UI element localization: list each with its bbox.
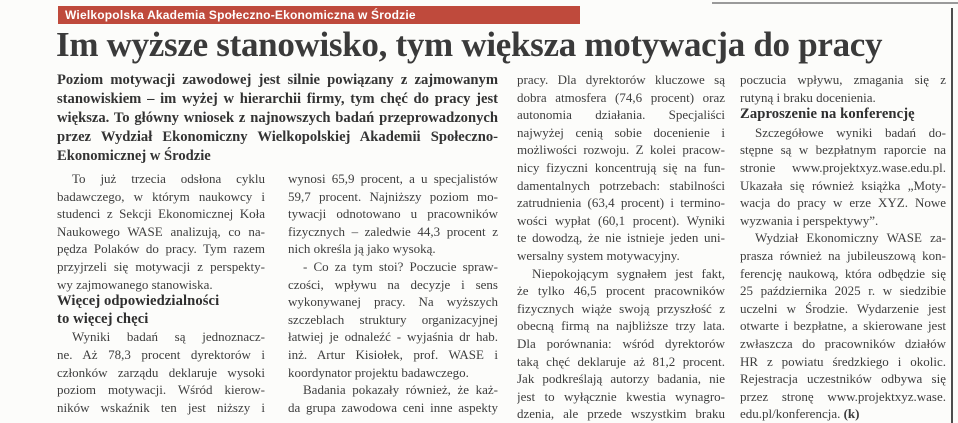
- body-line: ników wskaźnik ten jest niższy i: [57, 399, 265, 415]
- body-line: najwyżej cenią sobie docenienie i: [517, 124, 725, 140]
- body-line: taką chęć deklaruje aż 81,2 procent.: [517, 353, 725, 369]
- article-column-4: [740, 71, 946, 423]
- body-line: stanowiskiem – im wyżej w hierarchii firmy, tym chęć do pracy jest: [57, 91, 498, 107]
- body-line: wynosi 65,9 procent, a u specjalistów: [288, 171, 498, 186]
- body-line: tywacji odnotowano u pracowników: [288, 206, 498, 222]
- body-line: pędza Polaków do pracy. Tym razem: [57, 241, 265, 257]
- body-line: dzenia, ale przede wszystkim braku: [517, 406, 725, 422]
- body-line: autonomia działania. Specjaliści: [517, 107, 725, 123]
- page-edge-rule-right: [951, 8, 953, 423]
- body-line: pracy. Dla dyrektorów kluczowe są: [517, 72, 725, 87]
- body-line: wyzwania i perspektywy”.: [740, 212, 879, 228]
- body-line: Naukowego WASE analizują, co na-: [57, 223, 265, 239]
- body-line: - Co za tym stoi? Poczucie spraw-: [303, 258, 498, 274]
- body-line: wersalny system motywacyjny.: [517, 247, 680, 263]
- body-line: Niepokojącym sygnałem jest fakt,: [532, 265, 725, 281]
- body-line: te dowodzą, że nie istnieje jeden uni-: [517, 230, 725, 246]
- body-line: prasza również na jubileuszową kon-: [740, 247, 946, 263]
- body-line: przez Wydział Ekonomiczny Wielkopolskiej Akademii Społeczno-: [57, 129, 498, 145]
- body-line: nicy fizyczni koncentrują się na fun-: [517, 159, 725, 175]
- body-line: wości wypłat (60,1 procent). Wyniki: [517, 212, 725, 228]
- body-line: stępne są w bezpłatnym raporcie na: [740, 142, 946, 158]
- body-line: da grupa zawodowa ceni inne aspekty: [288, 399, 498, 415]
- body-line: szczeblach struktury organizacyjnej: [288, 311, 498, 327]
- page-edge-rule-top: [712, 2, 958, 4]
- body-line: fizycznych wiąże swoją przyszłość z: [517, 300, 725, 316]
- body-line: fizycznych – zaledwie 44,3 procent z: [288, 223, 498, 239]
- body-line: większa. To główny wniosek z najnowszych badań przeprowadzonych: [57, 110, 498, 126]
- body-line: Ukazała się również książka „Moty-: [740, 177, 946, 193]
- body-line: koordynator projektu badawczego.: [288, 364, 469, 380]
- body-line: Dla porównania: wśród dyrektorów: [517, 335, 725, 351]
- body-line: stronie www.projektxyz.wase.edu.pl.: [740, 159, 946, 175]
- headline: Im wyższe stanowisko, tym większa motywacja do pracy: [56, 25, 883, 64]
- subheading-line: Zaproszenie na konferencję: [740, 106, 915, 123]
- body-line: ne. Aż 78,3 procent dyrektorów i: [57, 346, 265, 362]
- body-line: Badania pokazały również, że każ-: [303, 382, 498, 398]
- body-line: nich określa ją jako wysoką.: [288, 241, 436, 257]
- lead-paragraph: [57, 71, 498, 166]
- body-line: uczelni w Środzie. Wydarzenie jest: [740, 300, 946, 316]
- subheading-line: Więcej odpowiedzialności: [57, 293, 220, 310]
- body-line: 59,7 procent. Najniższy poziom mo-: [288, 188, 498, 204]
- body-line: poczucia wpływu, zmagania się z: [740, 72, 946, 87]
- body-line: edu.pl/konferencja. (k): [740, 406, 860, 422]
- body-line: otwarte i bezpłatne, a skierowane jest: [740, 318, 946, 334]
- body-line: HR z powiatu średzkiego i okolic.: [740, 353, 946, 369]
- body-line: ferencję naukową, która odbędzie się: [740, 265, 946, 281]
- article-column-3: [517, 71, 725, 423]
- body-line: Wydział Ekonomiczny WASE za-: [755, 230, 946, 246]
- body-line: 25 października 2025 r. w siedzibie: [740, 283, 946, 299]
- body-line: obecną firmą na najbliższe trzy lata.: [517, 318, 725, 334]
- body-line: badawczego, w którym naukowcy i: [57, 188, 265, 204]
- body-line: wacja do pracy w erze XYZ. Nowe: [740, 195, 946, 211]
- body-line: że tylko 46,5 procent pracowników: [517, 283, 725, 299]
- body-line: Ekonomicznej w Środzie: [57, 148, 211, 164]
- body-line: Poziom motywacji zawodowej jest silnie powiązany z zajmowanym: [57, 72, 498, 88]
- body-line: studenci z Sekcji Ekonomicznej Koła: [57, 206, 265, 222]
- body-line: zwłaszcza do pracowników działów: [740, 335, 946, 351]
- body-line: wykonywanej pracy. Na wyższych: [288, 294, 498, 310]
- body-line: czości, wpływu na decyzje i sens: [288, 276, 498, 292]
- body-line: Jak podkreślają autorzy badania, nie: [517, 371, 725, 387]
- body-line: inż. Artur Kisiołek, prof. WASE i: [288, 346, 498, 362]
- body-line: damentalnych potrzebach: stabilności: [517, 177, 725, 193]
- body-line: rutyną i braku docenienia.: [740, 89, 876, 105]
- body-line: przyjrzeli się motywacji z perspekty-: [57, 258, 265, 274]
- article-column-2: [288, 170, 498, 416]
- body-line: Wyniki badań są jednoznacz-: [72, 329, 265, 345]
- body-line: To już trzecia odsłona cyklu: [72, 171, 265, 186]
- body-line: łatwiej je odnaleźć - wyjaśnia dr hab.: [288, 329, 498, 345]
- section-banner: [58, 6, 580, 24]
- body-line: jest to wyłącznie kwestia wynagro-: [517, 388, 725, 404]
- body-line: wy zajmowanego stanowiska.: [57, 276, 213, 292]
- body-line: dobra atmosfera (74,6 procent) oraz: [517, 89, 725, 105]
- body-line: przez stronę www.projektxyz.wase.: [740, 388, 946, 404]
- article-column-1: [57, 170, 265, 416]
- subheading-line: to więcej chęci: [57, 310, 149, 327]
- section-banner-text: Wielkopolska Akademia Społeczno-Ekonomiczna w Środzie: [65, 8, 416, 22]
- body-line: możliwości rozwoju. Z kolei pracow-: [517, 142, 725, 158]
- body-line: zatrudnienia (63,4 procent) i termino-: [517, 195, 725, 211]
- body-line: poziom motywacji. Wśród kierow-: [57, 382, 265, 398]
- body-line: członków zarządu deklaruje wysoki: [57, 364, 265, 380]
- body-line: Szczegółowe wyniki badań do-: [755, 124, 946, 140]
- body-line: Rejestracja uczestników odbywa się: [740, 371, 946, 387]
